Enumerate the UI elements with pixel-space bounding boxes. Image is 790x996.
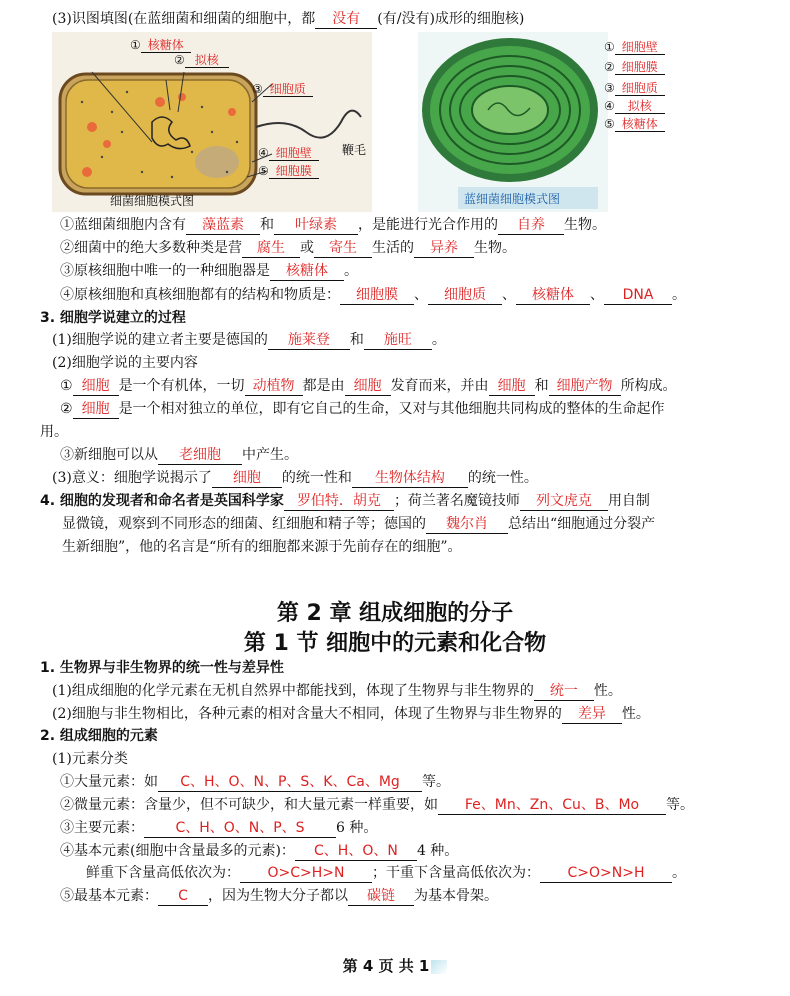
bacteria-label-3: ③ 细胞质 (252, 81, 313, 97)
bacteria-label-2: ② 拟核 (174, 52, 229, 68)
cyano-label-5: ⑤ 核糖体 (604, 116, 665, 132)
page-curl-icon (431, 960, 447, 974)
s3-line-2: (2)细胞学说的主要内容 (52, 355, 198, 371)
point-3: ③原核细胞中唯一的一种细胞器是 核糖体 。 (60, 263, 358, 279)
section-3-heading: 3. 细胞学说建立的过程 (40, 310, 186, 326)
c2-line-5: 鲜重下含量高低依次为： O>C>H>N ；干重下含量高低依次为： C>O>N>H 。 (86, 865, 686, 881)
s3-line-6: (3)意义：细胞学说揭示了 细胞 的统一性和 生物体结构 的统一性。 (52, 470, 538, 486)
c1-line-1: (1)组成细胞的化学元素在无机自然界中都能找到，体现了生物界与非生物界的 统一 性。 (52, 683, 622, 699)
c2-line-1: ①大量元素：如 C、H、O、N、P、S、K、Ca、Mg 等。 (60, 774, 450, 790)
c2-line-6: ⑤最基本元素： C ，因为生物大分子都以 碳链 为基本骨架。 (60, 888, 498, 904)
bacteria-label-5: ⑤ 细胞膜 (258, 163, 319, 179)
cyano-label-3: ③ 细胞质 (604, 80, 665, 96)
c2-line-2: ②微量元素：含量少，但不可缺少，和大量元素一样重要，如 Fe、Mn、Zn、Cu、B、Mo 等。 (60, 797, 694, 813)
answer: 没有 (315, 10, 377, 29)
s4-line-3: 生新细胞”，他的名言是“所有的细胞都来源于先前存在的细胞”。 (62, 539, 462, 555)
s4-line-1: 4. 细胞的发现者和命名者是英国科学家 罗伯特．胡克 ；荷兰著名魔镜技师 列文虎克 用自制 (40, 493, 650, 509)
point-1: ①蓝细菌细胞内含有 藻蓝素 和 叶绿素 ，是能进行光合作用的 自养 生物。 (60, 217, 606, 233)
text: (3)识图填图(在蓝细菌和细菌的细胞中，都 (52, 11, 316, 27)
c1-heading: 1. 生物界与非生物界的统一性与差异性 (40, 660, 284, 676)
s3-line-1: (1)细胞学说的建立者主要是德国的 施莱登 和 施旺 。 (52, 332, 446, 348)
c2-line-4: ④基本元素(细胞中含量最多的元素)： C、H、O、N 4 种。 (60, 843, 459, 859)
cyano-figure (418, 32, 680, 212)
cyano-diagram (418, 32, 608, 212)
point-2: ②细菌中的绝大多数种类是营 腐生 或 寄生 生活的 异养 生物。 (60, 240, 516, 256)
s3-line-4b: 用。 (40, 424, 68, 440)
flagellum-label: 鞭毛 (342, 143, 367, 157)
bacteria-label-4: ④ 细胞壁 (258, 145, 319, 161)
figure-question (52, 9, 524, 29)
cyano-label-2: ② 细胞膜 (604, 59, 665, 75)
c2-line-0: (1)元素分类 (52, 751, 128, 767)
section-title: 第 1 节 细胞中的元素和化合物 (243, 631, 547, 656)
s3-line-4: ② 细胞 是一个相对独立的单位，即有它自己的生命，又对与其他细胞共同构成的整体的生命起作 (60, 401, 665, 417)
c1-line-2: (2)细胞与非生物相比，各种元素的相对含量大不相同，体现了生物界与非生物界的 差异 性。 (52, 706, 650, 722)
page-number: 第 4 页 共 1 (342, 957, 430, 975)
c2-line-3: ③主要元素： C、H、O、N、P、S 6 种。 (60, 820, 378, 836)
text: (有/没有)成形的细胞核) (377, 11, 525, 27)
point-4: ④原核细胞和真核细胞都有的结构和物质是： 细胞膜 、 细胞质 、 核糖体 、 DNA 。 (60, 287, 686, 303)
bacteria-caption: 细菌细胞模式图 (110, 194, 195, 208)
s3-line-5: ③新细胞可以从 老细胞 中产生。 (60, 447, 298, 463)
c2-heading: 2. 组成细胞的元素 (40, 728, 158, 744)
page-footer (0, 955, 790, 976)
cyano-label-1: ① 细胞壁 (604, 39, 665, 55)
s4-line-2: 显微镜，观察到不同形态的细菌、红细胞和精子等；德国的 魏尔肖 总结出“细胞通过分裂产 (62, 516, 656, 532)
cyano-caption: 蓝细菌细胞模式图 (464, 192, 561, 206)
bacteria-figure (52, 32, 372, 212)
bacteria-label-1: ① 核糖体 (130, 37, 191, 53)
s3-line-3: ① 细胞 是一个有机体，一切 动植物 都是由 细胞 发育而来，并由 细胞 和 细胞产物 所构成。 (60, 378, 677, 394)
cyano-label-4: ④ 拟核 (604, 98, 665, 114)
chapter-title: 第 2 章 组成细胞的分子 (276, 601, 514, 626)
